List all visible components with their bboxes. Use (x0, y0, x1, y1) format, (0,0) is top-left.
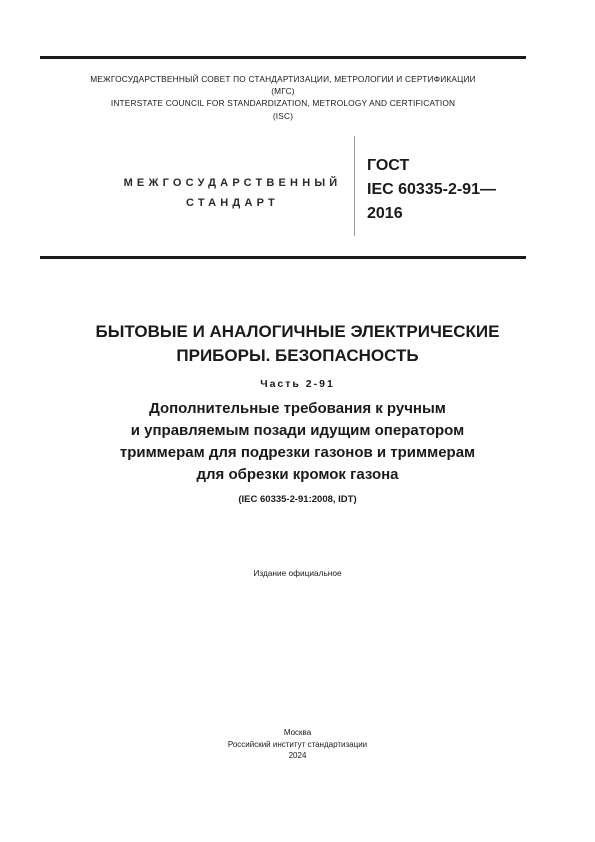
council-abbr-en: (ISC) (272, 110, 294, 121)
imprint-publisher: Российский институт стандартизации (227, 739, 368, 749)
top-rule (40, 56, 526, 59)
subtitle-line3: триммерам для подрезки газонов и триммерам (119, 444, 476, 461)
subtitle-line1: Дополнительные требования к ручным (149, 400, 446, 417)
imprint (20, 727, 575, 762)
bottom-rule (40, 256, 526, 259)
designation-number: IEC 60335-2-91— (367, 181, 496, 198)
title-line1: БЫТОВЫЕ И АНАЛОГИЧНЫЕ ЭЛЕКТРИЧЕСКИЕ (95, 322, 500, 341)
council-name-ru: МЕЖГОСУДАРСТВЕННЫЙ СОВЕТ ПО СТАНДАРТИЗАЦИИ, МЕТРОЛОГИИ И СЕРТИФИКАЦИИ (90, 74, 476, 84)
standard-type-line2: СТАНДАРТ (186, 197, 279, 209)
designation-year: 2016 (367, 205, 403, 222)
designation-gost: ГОСТ (367, 157, 410, 174)
council-name-en: INTERSTATE COUNCIL FOR STANDARDIZATION, METROLOGY AND CERTIFICATION (110, 98, 456, 109)
official-edition-label: Издание официальное (253, 568, 342, 578)
council-abbr-ru: (МГС) (271, 86, 295, 97)
part-number: Часть 2-91 (260, 378, 335, 390)
imprint-city: Москва (283, 728, 312, 737)
document-subtitle (20, 398, 575, 486)
standard-type (95, 173, 370, 213)
standard-type-line1: МЕЖГОСУДАРСТВЕННЫЙ (123, 177, 342, 189)
iec-reference: (IEC 60335-2-91:2008, IDT) (238, 494, 357, 505)
subtitle-line4: для обрезки кромок газона (196, 466, 399, 483)
council-header (40, 73, 526, 122)
standard-designation (367, 154, 496, 226)
title-line2: ПРИБОРЫ. БЕЗОПАСНОСТЬ (176, 346, 419, 365)
document-title (20, 320, 575, 368)
vertical-divider (354, 136, 355, 236)
imprint-year: 2024 (288, 751, 307, 760)
subtitle-line2: и управляемым позади идущим оператором (130, 422, 465, 439)
